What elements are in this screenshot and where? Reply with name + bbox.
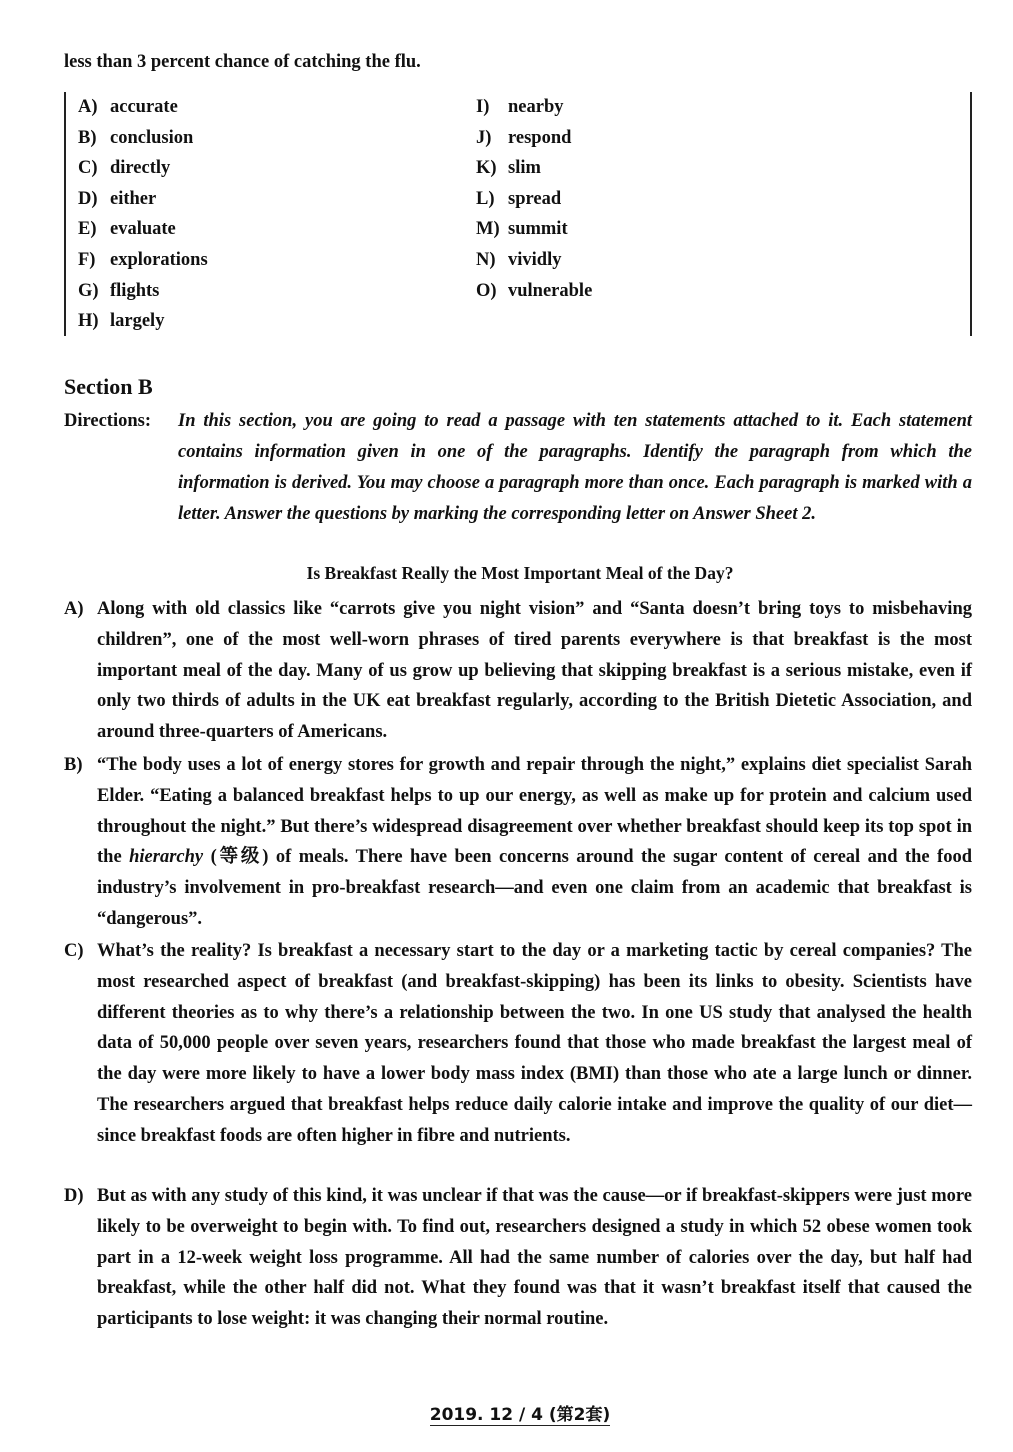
section-title: Section B [64,374,153,399]
word-bank-item: C) directly [78,158,171,179]
word-bank [64,92,972,336]
word-bank-item: F) explorations [78,249,208,270]
word-bank-item: M) summit [476,219,568,240]
answer-sheet-reference: Answer Sheet 2 [693,504,812,524]
paragraph-label: D) [64,1186,84,1206]
word-bank-item: D) either [78,188,157,209]
passage-title: Is Breakfast Really the Most Important Meal of the Day? [306,563,734,583]
word-bank-item: G) flights [78,280,160,301]
paragraph-text: “The body uses a lot of energy stores for growth and repair through the night,” explains diet specialist Sarah Elder. “Eating a balanced breakfast helps to up our energy, as well as make up for protein and calcium used throughout the night.” But there’s widespread disagreement over whether breakfast should keep its top spot in the hierarchy (等级) of meals. There have been concerns around the sugar content of cereal and the food industry’s involvement in pro-breakfast research—and even one claim from an academic that breakfast is “dangerous”. [97,755,972,929]
directions-label: Directions: [64,411,151,431]
paragraph-label: B) [64,755,83,775]
word-bank-left-column [78,92,208,337]
hierarchy-term: hierarchy [129,847,204,868]
word-bank-item: L) spread [476,188,562,209]
word-bank-item: N) vividly [476,249,562,270]
paragraph-label: C) [64,941,84,961]
paragraph-text: Along with old classics like “carrots give you night vision” and “Santa doesn’t bring toys to misbehaving children”, one of the most well-worn phrases of tired parents everywhere is that breakfast is the most important meal of the day. Many of us grow up believing that skipping breakfast is a serious mistake, even if only two thirds of adults in the UK eat breakfast regularly, according to the British Dietetic Association, and around three-quarters of Americans. [97,599,972,743]
word-bank-item: E) evaluate [78,219,176,240]
paragraph-text: But as with any study of this kind, it was unclear if that was the cause—or if breakfast-skippers were just more likely to be overweight to begin with. To find out, researchers designed a study in which 52 obese women took part in a 12-week weight loss programme. All had the same number of calories over the day, but half had breakfast, while the other half did not. What they found was that it wasn’t breakfast itself that caused the participants to lose weight: it was changing their normal routine. [97,1186,972,1330]
paragraph-a [64,594,972,748]
paragraph-d [64,1181,972,1335]
paragraph-c [64,936,972,1152]
directions [64,406,972,530]
directions-text: In this section, you are going to read a passage with ten statements attached to it. Each statement contains information given in one of the paragraphs. Identify the paragraph from which the information is derived. You may choose a paragraph more than once. Each paragraph is marked with a letter. Answer the questions by marking the corresponding letter on Answer Sheet 2. [178,411,972,524]
previous-passage-ending: less than 3 percent chance of catching the flu. [64,52,421,72]
paragraph-text: What’s the reality? Is breakfast a necessary start to the day or a marketing tactic by cereal companies? The most researched aspect of breakfast (and breakfast-skipping) has been its links to obesity. Scientists have different theories as to why there’s a relationship between the two. In one US study that analysed the health data of 50,000 people over seven years, researchers found that those who made breakfast the largest meal of the day were more likely to have a lower body mass index (BMI) than those who ate a large lunch or dinner. The researchers argued that breakfast helps reduce daily calorie intake and improve the quality of our diet—since breakfast foods are often higher in fibre and nutrients. [97,941,972,1146]
word-bank-item: B) conclusion [78,127,194,148]
word-bank-item: H) largely [78,311,165,332]
word-bank-right-column [476,92,592,306]
page-footer: 2019. 12 / 4 (第2套) [429,1405,611,1425]
paragraph-b [64,750,972,935]
word-bank-item: I) nearby [476,97,564,117]
word-bank-item: O) vulnerable [476,280,593,301]
paragraph-label: A) [64,599,84,619]
word-bank-item: A) accurate [78,97,178,117]
word-bank-item: J) respond [476,127,572,148]
word-bank-item: K) slim [476,158,541,179]
